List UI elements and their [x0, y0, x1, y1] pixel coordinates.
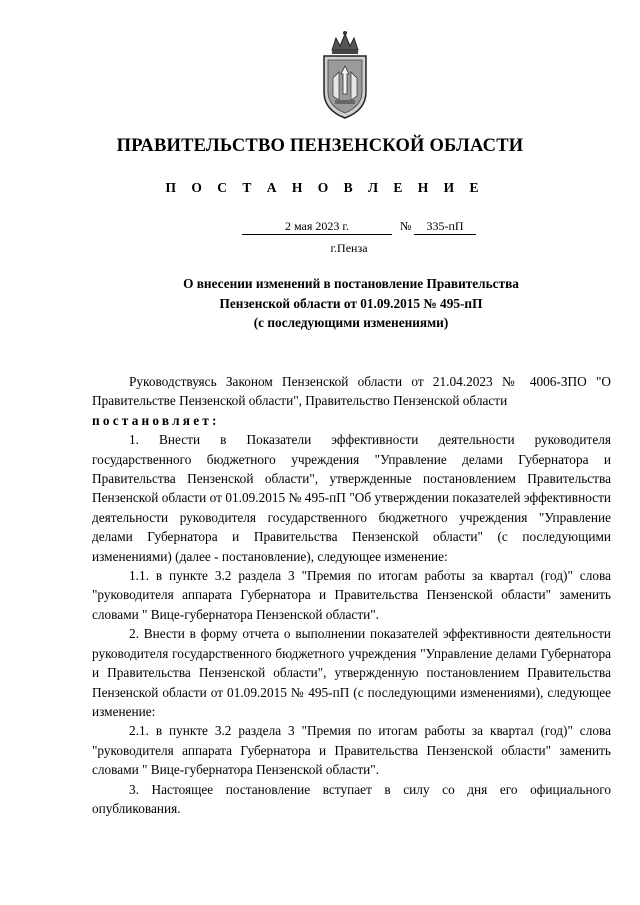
number-sign: № [400, 219, 412, 233]
document-title [150, 274, 552, 333]
title-line-3: (с последующими изменениями) [253, 315, 449, 330]
paragraph-1: 1. Внести в Показатели эффективности деятельности руководителя государственного бюджетного учреждения "Управление делами Губернатора и Правительства Пензенской области", утвержденные постановлением Правительства Пензенской области от 01.09.2015 № 495-пП "Об утверждении показателей эффективности деятельности руководителя государственного бюджетного учреждения "Управление делами Губернатора и Правительства Пензенской области" (с последующими изменениями) (далее - постановление), следующее изменение: [92, 432, 611, 564]
date-number-line [0, 218, 640, 238]
title-line-2: Пензенской области от 01.09.2015 № 495-пП [219, 295, 483, 311]
document-body [92, 372, 611, 818]
document-number: 335-пП [414, 218, 476, 235]
paragraph-2-1: 2.1. в пункте 3.2 раздела 3 "Премия по итогам работы за квартал (год)" слова "руководителя аппарата Губернатора и Правительства Пензенской области" заменить словами " Вице-губернатора Пензенской области". [92, 723, 611, 778]
paragraph-3: 3. Настоящее постановление вступает в силу со дня его официального опубликования. [92, 781, 611, 816]
organization-name: ПРАВИТЕЛЬСТВО ПЕНЗЕНСКОЙ ОБЛАСТИ [116, 136, 524, 156]
document-date: 2 мая 2023 г. [242, 218, 392, 235]
intro-paragraph: Руководствуясь Законом Пензенской области от 21.04.2023 № 4006-ЗПО "О Правительстве Пензенской области", Правительство Пензенской области [92, 374, 611, 409]
paragraph-1-1: 1.1. в пункте 3.2 раздела 3 "Премия по итогам работы за квартал (год)" слова "руководителя аппарата Губернатора и Правительства Пензенской области" заменить словами " Вице-губернатора Пензенской области". [92, 568, 611, 622]
coat-of-arms-icon [318, 30, 372, 120]
document-city: г.Пенза [330, 241, 368, 255]
decree-word: постановляет: [92, 412, 220, 428]
document-type: П О С Т А Н О В Л Е Н И Е [165, 180, 485, 195]
title-line-1: О внесении изменений в постановление Правительства [183, 276, 519, 291]
paragraph-2: 2. Внести в форму отчета о выполнении показателей эффективности деятельности руководителя государственного бюджетного учреждения "Управление делами Губернатора и Правительства Пензенской области", утвержденную постановлением Правительства Пензенской области от 01.09.2015 № 495-пП (с последующими изменениями), следующее изменение: [92, 626, 611, 719]
